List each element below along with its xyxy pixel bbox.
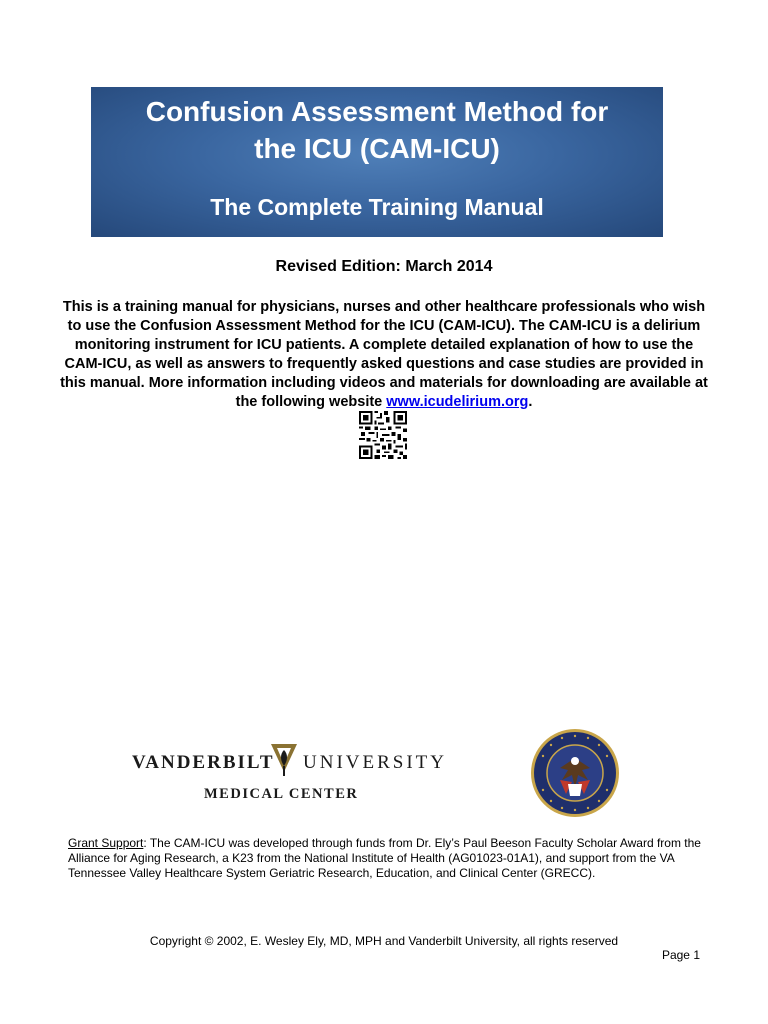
title-banner: [91, 87, 663, 237]
edition-heading: Revised Edition: March 2014: [275, 258, 493, 275]
page-number: Page 1: [661, 948, 700, 962]
manual-title: [91, 93, 663, 167]
title-line-1: Confusion Assessment Method for: [145, 96, 609, 127]
grant-support-label: Grant Support: [68, 836, 144, 850]
grant-support-text: : The CAM-ICU was developed through funds from Dr. Ely’s Paul Beeson Faculty Scholar Award from the Alliance for Aging Research, a K23 from the National Institute of Health (AG01023-01A1), and support from the VA Tennessee Valley Healthcare System Geriatric Research, Education, and Clinical Center (GRECC).: [68, 836, 701, 880]
manual-subtitle: The Complete Training Manual: [210, 194, 544, 220]
vanderbilt-wordmark: VANDERBILT: [132, 752, 275, 773]
intro-paragraph: [55, 298, 713, 412]
intro-end: .: [528, 394, 533, 410]
qr-code-icon[interactable]: [359, 411, 407, 459]
website-link[interactable]: www.icudelirium.org: [386, 394, 529, 410]
intro-text: This is a training manual for physicians, nurses and other healthcare professionals who wish to use the Confusion Assessment Method for the ICU (CAM-ICU). The CAM-ICU is a delirium monitoring instrument for ICU patients. A complete detailed explanation of how to use the CAM-ICU, as well as answers to frequently asked questions and case studies are provided in this manual. More information including videos and materials for downloading are available at the following website: [60, 299, 708, 410]
vanderbilt-oak-leaf-icon: [269, 742, 299, 778]
copyright-notice: Copyright © 2002, E. Wesley Ely, MD, MPH and Vanderbilt University, all rights reserved: [149, 934, 619, 948]
vanderbilt-logo: [132, 742, 447, 804]
grant-support-note: [68, 836, 718, 881]
va-seal-icon: [530, 728, 620, 818]
university-wordmark: UNIVERSITY: [303, 752, 447, 773]
medical-center-wordmark: MEDICAL CENTER: [204, 786, 359, 802]
title-line-2: the ICU (CAM-ICU): [254, 133, 500, 164]
